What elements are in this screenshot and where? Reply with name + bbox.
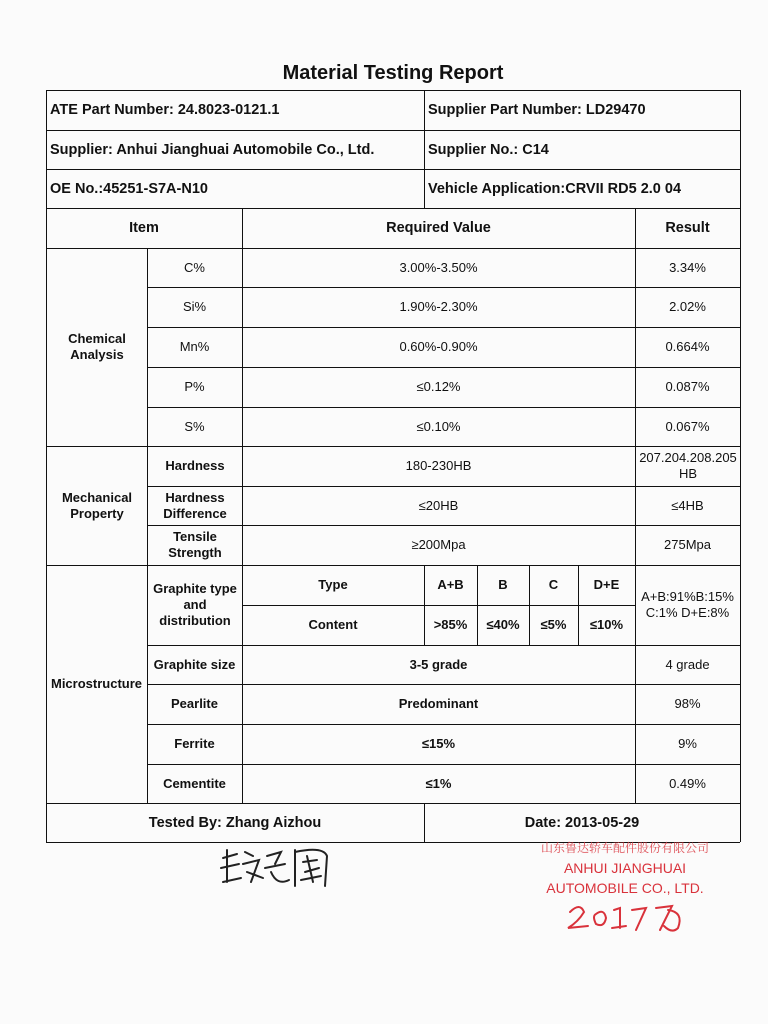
chem-result: 2.02% [669,299,706,314]
chem-item: C% [184,259,205,275]
graphite-content-value: ≤40% [486,617,520,632]
chem-result: 0.087% [665,379,710,394]
micro-item: Cementite [163,775,226,791]
chem-item: P% [184,379,205,394]
group-mechanical-property: Mechanical Property [61,489,133,521]
report-date: Date: 2013-05-29 [524,814,640,831]
stamp-line-1: ANHUI JIANGHUAI [563,860,687,876]
tester-signature [215,842,345,892]
micro-result: 98% [674,696,701,711]
column-result: Result [665,220,710,236]
chem-result: 0.664% [665,339,710,354]
chem-required: 1.90%-2.30% [399,299,478,314]
supplier-part-number: Supplier Part Number: LD29470 [428,102,646,118]
micro-required: 3-5 grade [409,656,468,672]
chem-required: 0.60%-0.90% [399,339,478,354]
micro-required: ≤1% [425,775,452,791]
mech-item: Tensile Strength [168,529,222,560]
chem-required: ≤0.10% [416,418,461,434]
mech-item: Hardness Difference [163,489,227,521]
chem-result: 3.34% [669,259,706,275]
page-title: Material Testing Report [282,62,504,84]
graphite-content-value: >85% [433,617,468,632]
column-item: Item [129,220,159,236]
chem-item: Mn% [179,339,210,354]
graphite-type-value: C [548,577,559,592]
micro-item: Pearlite [171,696,218,711]
chem-required: 3.00%-3.50% [399,259,478,275]
mech-required: ≥200Mpa [411,537,466,552]
supplier-no: Supplier No.: C14 [428,141,549,158]
graphite-type-label: Type [318,577,348,592]
graphite-type-value: D+E [593,577,620,592]
vehicle-application: Vehicle Application:CRVII RD5 2.0 04 [428,180,682,197]
chem-required: ≤0.12% [416,379,461,394]
mech-required: 180-230HB [405,458,472,473]
mech-result: ≤4HB [671,497,704,513]
mech-result: 207.204.208.205HB [639,450,737,481]
micro-item: Graphite size [153,656,236,672]
tested-by: Tested By: Zhang Aizhou [148,814,322,831]
graphite-content-label: Content [308,617,358,632]
stamp-line-2: AUTOMOBILE CO., LTD. [546,880,704,896]
graphite-content-value: ≤10% [589,617,624,632]
chem-item: S% [184,418,205,434]
micro-required: Predominant [398,696,479,711]
mech-result: 275Mpa [664,537,711,552]
mech-item: Hardness [165,458,225,473]
micro-item: Ferrite [174,736,215,751]
column-required-value: Required Value [386,220,491,236]
graphite-type-value: A+B [437,577,464,592]
graphite-content-value: ≤5% [540,617,567,632]
mech-required: ≤20HB [418,497,459,513]
micro-result: 4 grade [665,656,710,672]
stamp-company-cn: 山东鲁达轿车配件股份有限公司 [540,841,709,855]
company-stamp [530,838,720,941]
graphite-type-result: A+B:91%B:15% C:1% D+E:8% [641,589,734,620]
micro-required: ≤15% [421,736,456,751]
micro-result: 9% [678,736,697,751]
chem-item: Si% [182,299,207,314]
group-microstructure: Microstructure [50,676,143,691]
micro-result: 0.49% [669,775,706,791]
group-chemical-analysis: Chemical Analysis [68,331,126,362]
graphite-type-value: B [498,577,508,592]
oe-no: OE No.:45251-S7A-N10 [50,180,208,197]
stamp-signature [560,900,690,936]
chem-result: 0.067% [665,418,710,434]
supplier-name: Supplier: Anhui Jianghuai Automobile Co., Ltd. [50,141,375,158]
ate-part-number: ATE Part Number: 24.8023-0121.1 [50,102,280,118]
graphite-type-item: Graphite type and distribution [153,581,237,628]
